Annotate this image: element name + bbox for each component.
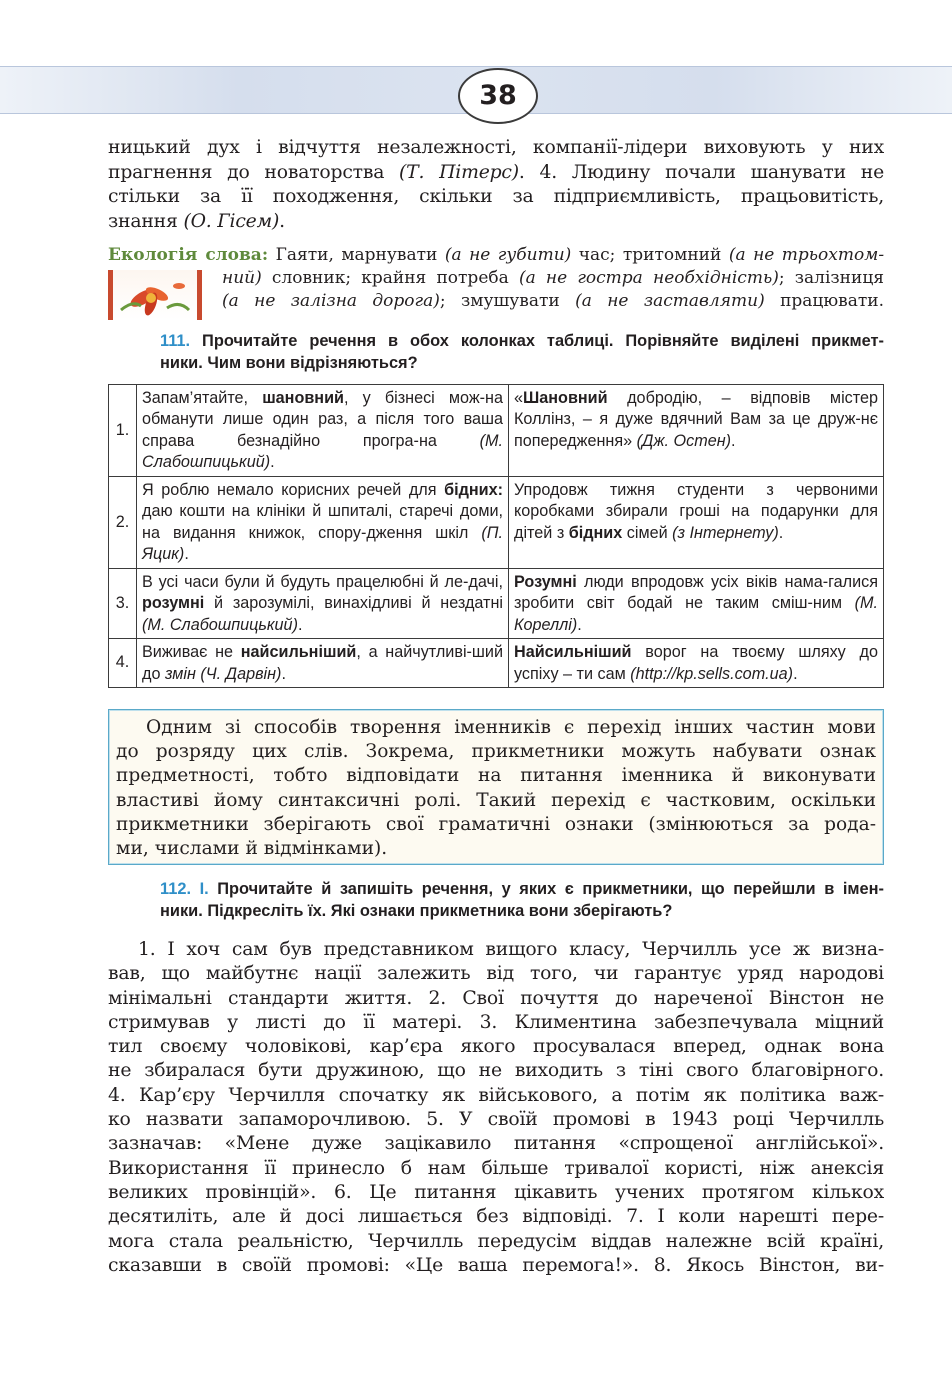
body-line: ко назвати запаморочливою. 5. У своїй промові в 1943 році Черчилль [108,1109,884,1131]
row-number: 2. [109,477,137,569]
ecology-block: Екологія слова: Гаяти, марнувати (а не губити) час; тритомний (а не трьохтом- [108,245,885,265]
rule-line: Одним зі способів творення іменників є перехід інших частин мови [146,717,876,738]
row-number: 1. [109,385,137,477]
table-cell: Упродовж тижня студенти з червоними коробками збирали гроші на подарунки для дітей з бідних сімей (з Інтернету). [509,477,884,569]
rule-line: прикметники зберігають свої граматичні ознаки (змінюються за рода- [116,813,876,835]
table-row [109,385,884,477]
row-number: 3. [109,569,137,639]
table-cell: «Шановний добродію, – відповів містер Коллінз, – я дуже вдячний Вам за це друж-нє попередження» (Дж. Остен). [509,385,884,477]
rule-box [108,709,884,865]
intro-line: прагнення до новаторства (Т. Пітерс). 4. Людину почали шанувати не [108,161,884,183]
body-line: не збиралася бути дружиною, що не виходить з тіні свого благовірного. [108,1060,884,1082]
table-cell: В усі часи були й будуть працелюбні й ле-дачі, розумні й зарозумілі, винахідливі й нездатні (М. Слабошпицький). [137,569,509,639]
adjective-table [108,384,884,688]
table-cell: Запам’ятайте, шановний, у бізнесі мож-на обманути лише один раз, а після того ваша справа безнадійно програ-на (М. Слабошпицький). [137,385,509,477]
table-row [109,639,884,688]
body-line: вав, що майбутнє нації залежить від того, чи гарантує уряд народові [108,963,884,985]
task-111: 111. Прочитайте речення в обох колонках таблиці. Порівняйте виділені прикмет- ники. Чим вони відрізняються? [160,332,884,372]
table-cell: Виживає не найсильніший, а найчутливі-ший до змін (Ч. Дарвін). [137,639,509,688]
table-cell: Розумні люди впродовж усіх віків нама-галися зробити світ бодай не таким сміш-ним (М. Кореллі). [509,569,884,639]
table-row [109,477,884,569]
body-line: мінімальні стандарти життя. 2. Свої почуття до нареченої Вінстон не [108,987,884,1009]
table-cell: Найсильніший ворог на твоєму шляху до успіху – ти сам (http://kp.sells.com.ua). [509,639,884,688]
rule-line: предметності, тобто відповідати на питання іменника й виконувати [116,765,876,787]
task-number: 112. І. [160,880,209,898]
body-line: мога стала реальністю, Черчилль передусім віддав належне всій країні, [108,1230,884,1252]
body-line: тил своєму чоловікові, кар’єра якого просувалася вперед, однак вона [108,1036,884,1058]
body-line: великих провінцій». 6. Це питання цікавить учених протягом кількох [108,1181,884,1203]
body-line: сказавши в своїй промові: «Це ваша перемога!». 8. Якось Вінстон, ви- [108,1254,884,1276]
task-number: 111. [160,332,191,350]
table-cell: Я роблю немало корисних речей для бідних: даю кошти на клініки й шпиталі, старечі доми, на видання книжок, спору-дження шкіл (П. Яцик). [137,477,509,569]
header-line-top [0,66,952,67]
ecology-label: Екологія слова: [108,245,269,265]
rule-line: ми, числами й відмінками). [116,838,388,860]
body-line: зазначав: «Мене дуже зацікавило питання «спрощеної англійської». [108,1133,884,1155]
ecology-flower-ornament [108,270,202,320]
body-line: 4. Кар’єру Черчилля спочатку як військового, а потім як політика важ- [108,1084,884,1106]
body-paragraph [108,938,884,1278]
rule-line: до розряду цих слів. Зокрема, прикметники можуть набувати ознак [116,741,876,763]
body-line: стримував у листі до її матері. 3. Климентина забезпечувала міцний [108,1011,884,1033]
task-112: 112. І. Прочитайте й запишіть речення, у яких є прикметники, що перейшли в імен- ники. Підкресліть їх. Які ознаки прикметника вони зберігають? [160,880,884,920]
row-number: 4. [109,639,137,688]
table-row [109,569,884,639]
intro-paragraph [108,136,884,234]
body-line: десятиліть, але й досі лишається без відповіді. 7. І коли нарешті пере- [108,1206,884,1228]
intro-line: стільки за її походження, скільки за підприємливість, працьовитість, [108,186,884,207]
body-line: 1. І хоч сам був представником вищого класу, Черчилль усе ж визна- [138,939,884,960]
body-line: Використання її принесло б нам більше тривалої користі, ніж анексія [108,1157,884,1179]
rule-line: властиві йому синтаксичні ролі. Такий перехід є частковим, оскільки [116,789,876,811]
ecology-cont: ний) словник; крайня потреба (а не гостра необхідність); залізниця (а не залізна дорога); змушувати (а не заставляти) працювати. [222,268,885,311]
page-number: 38 [458,68,538,124]
intro-line: знання (О. Гісем). [108,210,285,232]
intro-line: ницький дух і відчуття незалежності, компанії-лідери виховують у них [108,137,884,158]
